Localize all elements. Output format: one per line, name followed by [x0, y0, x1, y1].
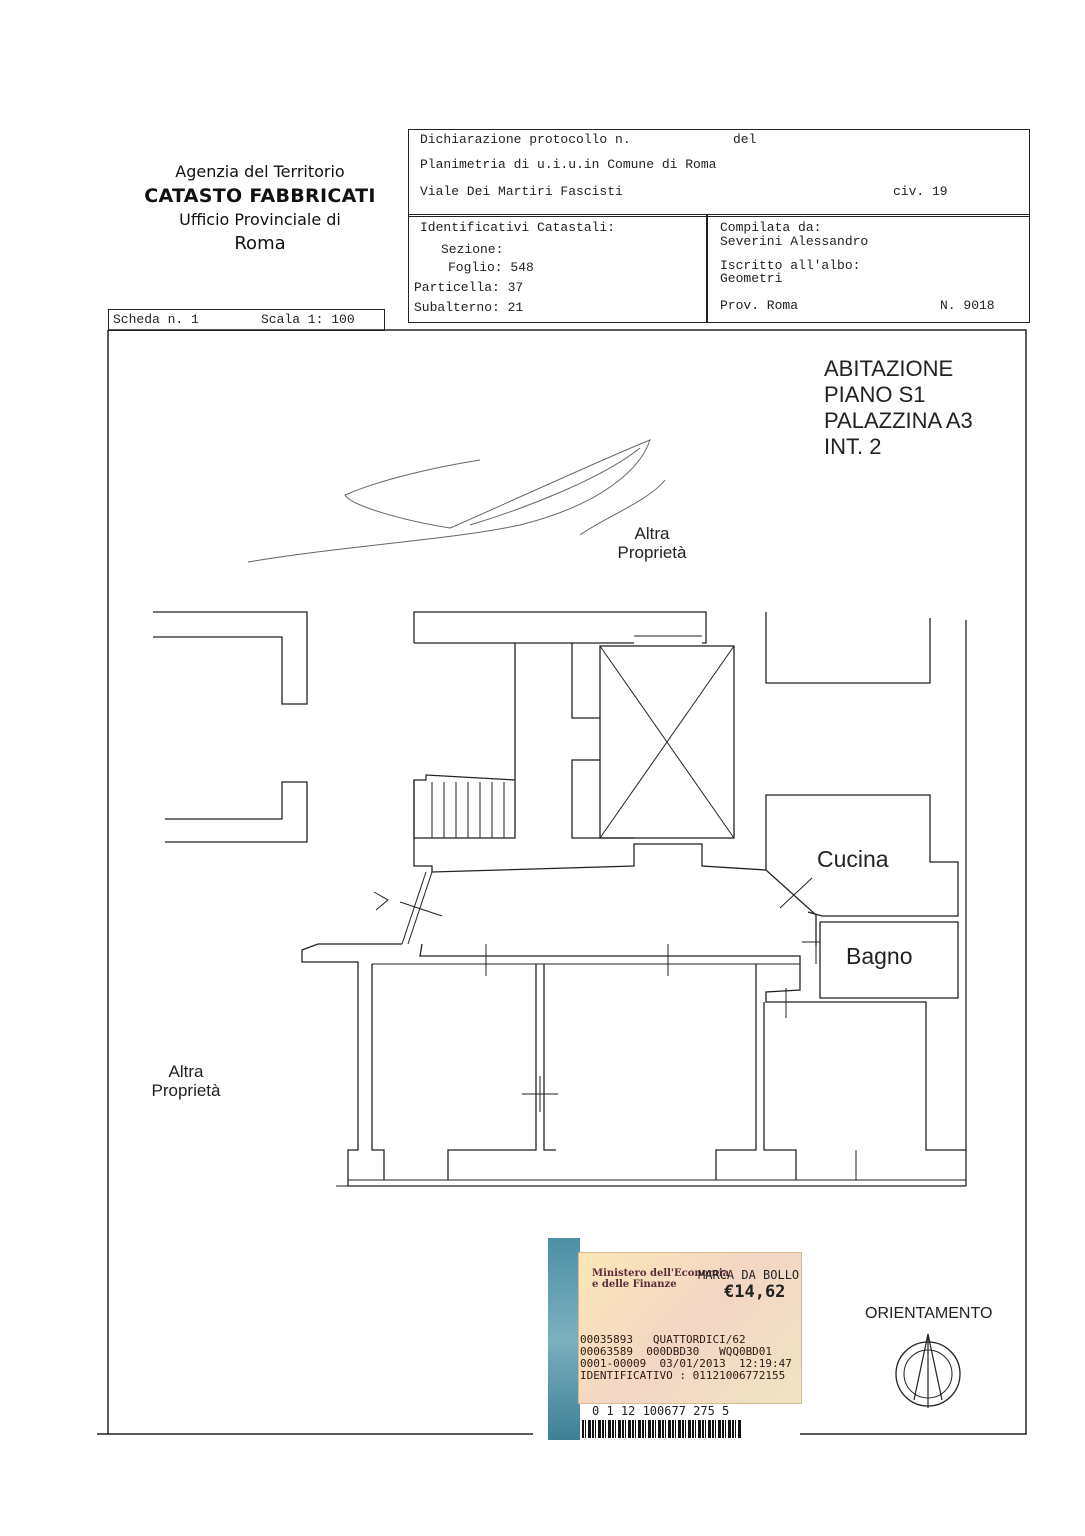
altra-proprieta-top — [604, 524, 700, 562]
iscritto-label: Iscritto all'albo: — [720, 258, 861, 273]
compilata-name: Severini Alessandro — [720, 234, 869, 249]
stamp-barcode-number: 0 1 12 100677 275 5 — [592, 1404, 730, 1418]
stamp-barcode — [582, 1420, 742, 1438]
compilata-title: Compilata da: — [720, 220, 822, 235]
altra-left-line-1: Altra — [168, 1062, 204, 1081]
scheda-label: Scheda n. 1 — [113, 312, 199, 327]
stamp-value: €14,62 — [724, 1282, 786, 1302]
stamp-code-lines: 00035893 QUATTORDICI/62 00063589 000DBD30 WQQ0BD01 0001-00009 03/01/2013 12:19:47 IDENTIFICATIVO : 01121006772155 — [580, 1333, 792, 1382]
prov-label: Prov. Roma — [720, 298, 799, 313]
room-cucina-label: Cucina — [817, 846, 889, 872]
altra-left-line-2: Proprietà — [151, 1081, 221, 1100]
stamp-marca-label: MARCA DA BOLLO — [698, 1268, 800, 1282]
particella-label: Particella: 37 — [414, 280, 524, 295]
sezione-label: Sezione: — [441, 242, 504, 257]
altra-top-line-2: Proprietà — [617, 543, 687, 562]
plan-title-line-3: PALAZZINA A3 — [824, 408, 973, 433]
ufficio-label: Ufficio Provinciale di — [179, 210, 341, 229]
address-label: Viale Dei Martiri Fascisti — [420, 184, 623, 199]
albo-label: Geometri — [720, 271, 783, 286]
civico-label: civ. 19 — [893, 184, 948, 199]
plan-title — [824, 356, 973, 460]
foglio-label: Foglio: 548 — [448, 260, 534, 275]
planimetria-label: Planimetria di u.i.u.in Comune di Roma — [420, 157, 717, 172]
dichiarazione-label: Dichiarazione protocollo n. — [420, 132, 631, 147]
plan-title-line-4: INT. 2 — [824, 434, 882, 459]
altra-top-line-1: Altra — [634, 524, 670, 543]
catasto-title: CATASTO FABBRICATI — [144, 185, 376, 207]
plan-title-line-1: ABITAZIONE — [824, 356, 954, 381]
subalterno-label: Subalterno: 21 — [414, 300, 524, 315]
orientamento-label: ORIENTAMENTO — [865, 1305, 993, 1322]
room-bagno-label: Bagno — [846, 943, 913, 969]
altra-proprieta-left — [138, 1062, 234, 1100]
marca-da-bollo-stamp — [548, 1238, 800, 1440]
stamp-hologram-strip — [548, 1238, 580, 1440]
city-label: Roma — [234, 233, 286, 254]
del-label: del — [733, 132, 757, 147]
agency-name: Agenzia del Territorio — [175, 162, 345, 181]
scala-label: Scala 1: 100 — [261, 312, 355, 327]
plan-title-line-2: PIANO S1 — [824, 382, 926, 407]
stamp-ministero: Ministero dell'Economia e delle Finanze — [592, 1268, 730, 1290]
numero-albo: N. 9018 — [940, 298, 995, 313]
identificativi-title: Identificativi Catastali: — [420, 220, 616, 235]
